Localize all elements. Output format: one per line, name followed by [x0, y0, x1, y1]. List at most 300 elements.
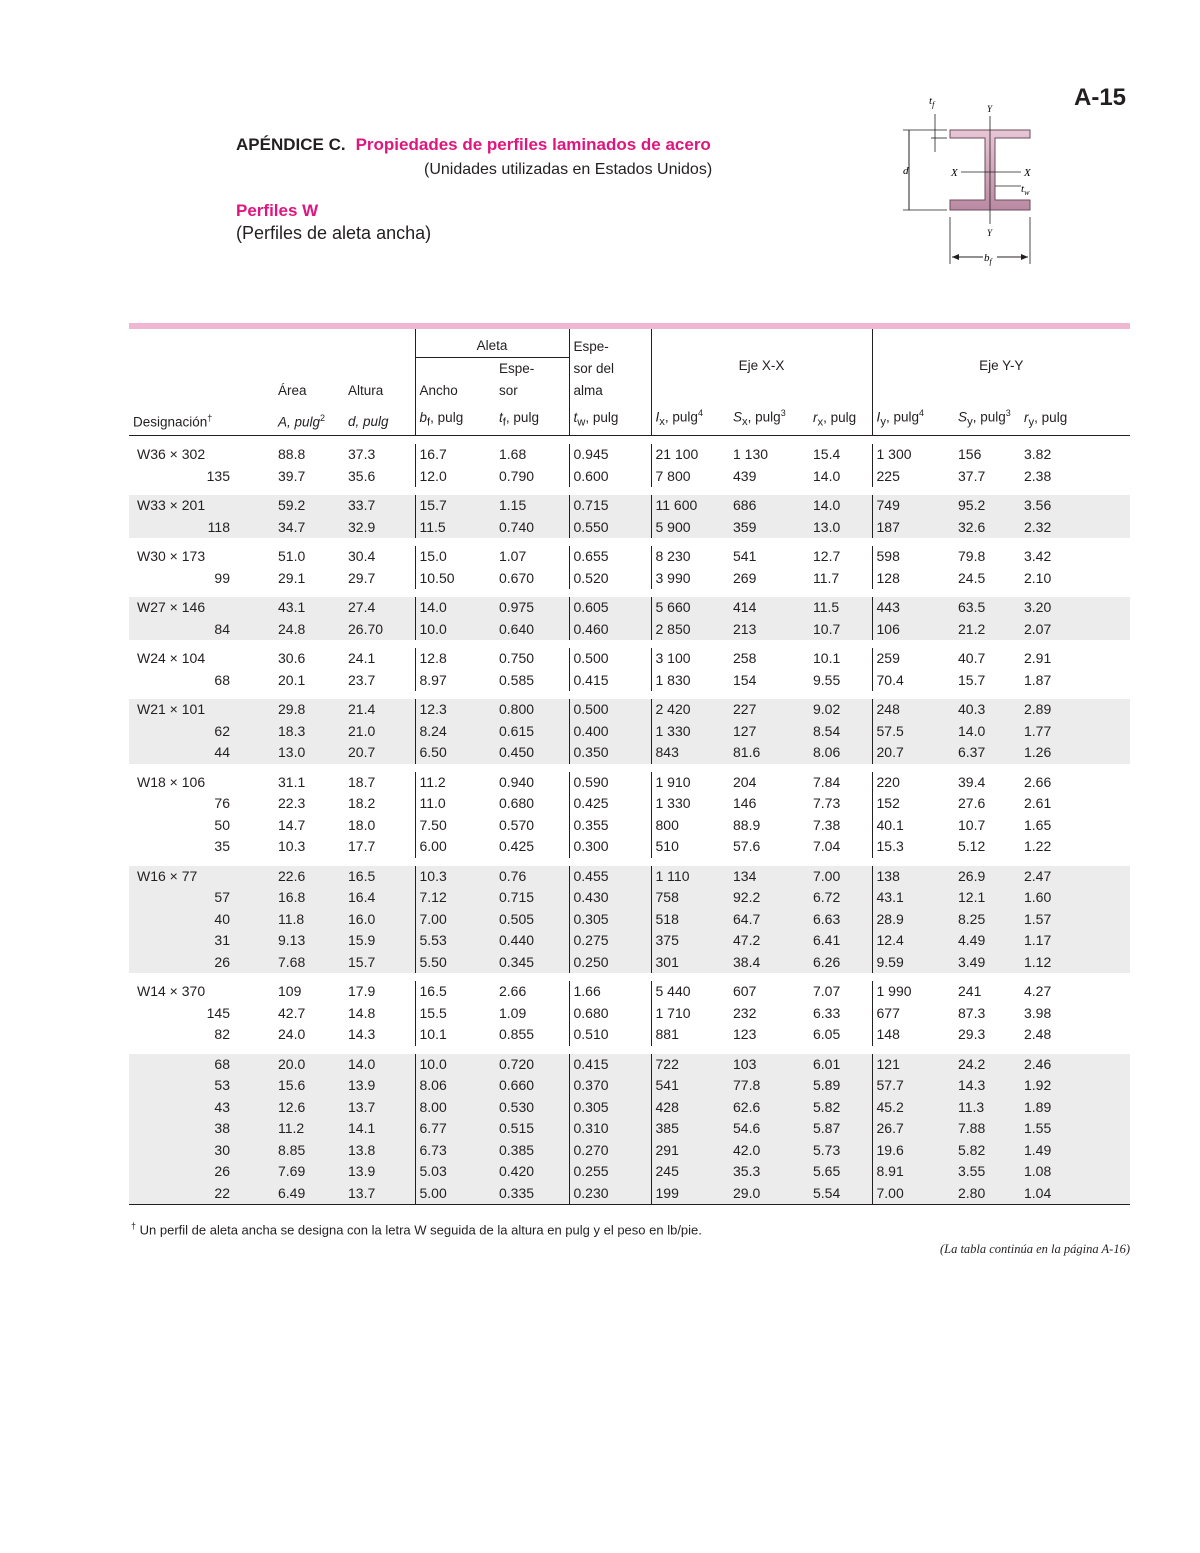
table-cell: 24.0	[278, 1026, 306, 1043]
x-label-left: X	[951, 167, 958, 179]
table-row	[129, 517, 1130, 543]
table-cell: 8.97	[415, 670, 495, 696]
table-row	[129, 1075, 1130, 1097]
table-cell: 20.7	[344, 742, 415, 768]
table-cell: 7.68	[274, 952, 344, 978]
header-rx: $r_x$, pulg	[813, 409, 857, 429]
table-cell: 0.310	[569, 1118, 651, 1140]
table-cell: 12.7	[809, 542, 872, 568]
table-cell: 14.0	[344, 1050, 415, 1076]
header-area: A, pulg$^2$	[278, 412, 326, 430]
table-cell: 722	[651, 1050, 729, 1076]
table-cell: 1.65	[1024, 816, 1052, 833]
table-cell: 8.25	[954, 909, 1020, 931]
table-row	[129, 862, 1130, 888]
table-cell: 7.84	[809, 768, 872, 794]
table-cell: 40.1	[872, 815, 954, 837]
table-cell: 54.6	[729, 1118, 809, 1140]
table-row	[129, 836, 1130, 862]
designation-cell: 31	[129, 930, 274, 952]
table-cell: 359	[729, 517, 809, 543]
header-ix: $I_x$, pulg$^4$	[651, 402, 729, 436]
table-cell: 0.300	[569, 836, 651, 862]
table-cell: 22.6	[274, 862, 344, 888]
table-cell: 6.01	[809, 1050, 872, 1076]
designation-cell: 53	[129, 1075, 274, 1097]
table-cell: 43.1	[274, 593, 344, 619]
designation-cell: 40	[129, 909, 274, 931]
table-cell: 9.02	[809, 695, 872, 721]
table-group	[129, 542, 1130, 593]
table-cell: 0.570	[499, 816, 535, 833]
table-cell: 35.6	[348, 467, 376, 484]
table-cell: 146	[733, 795, 757, 812]
table-cell: 5.54	[809, 1183, 872, 1205]
table-cell: 1.60	[1020, 887, 1130, 909]
table-cell: 26.70	[344, 619, 415, 645]
table-cell: 14.8	[348, 1004, 376, 1021]
table-cell: 30.4	[344, 542, 415, 568]
table-cell: 70.4	[872, 670, 954, 696]
table-cell: 3.56	[1020, 491, 1130, 517]
table-cell: 128	[872, 568, 954, 594]
table-row	[129, 1024, 1130, 1050]
header-ry: $r_y$, pulg	[1024, 409, 1068, 429]
table-cell: 15.9	[344, 930, 415, 952]
table-cell: 14.0	[954, 721, 1020, 743]
table-cell: 15.7	[958, 671, 986, 688]
table-cell: 0.680	[499, 795, 535, 812]
table-cell: 15.0	[415, 542, 495, 568]
table-cell: 6.73	[415, 1140, 495, 1162]
table-cell: 42.7	[278, 1004, 306, 1021]
table-cell: 43.1	[872, 887, 954, 909]
table-cell: 428	[651, 1097, 729, 1119]
table-cell: 1 330	[651, 721, 729, 743]
table-cell: 14.1	[344, 1118, 415, 1140]
table-row	[129, 977, 1130, 1003]
table-cell: 7.69	[274, 1161, 344, 1183]
designation-cell: 22	[129, 1183, 274, 1205]
table-cell: 15.5	[415, 1003, 495, 1025]
table-cell: 5.65	[809, 1161, 872, 1183]
designation-cell: 99	[214, 569, 230, 586]
table-cell: 156	[954, 440, 1020, 466]
table-cell: 10.0	[415, 619, 495, 645]
table-cell: 0.305	[569, 1097, 651, 1119]
table-row	[129, 466, 1130, 492]
table-cell: 6.63	[809, 909, 872, 931]
continues-note: (La tabla continúa en la página A-16)	[939, 1242, 1130, 1256]
table-cell: 16.4	[344, 887, 415, 909]
designation-cell: W33 × 201	[129, 491, 274, 517]
table-cell: 88.9	[733, 816, 761, 833]
table-cell: 37.3	[344, 440, 415, 466]
table-row	[129, 1183, 1130, 1205]
table-cell: 518	[651, 909, 729, 931]
table-cell: 0.440	[495, 930, 569, 952]
table-cell: 81.6	[729, 742, 809, 768]
x-label-right: X	[1024, 167, 1031, 179]
table-cell: 0.335	[495, 1183, 569, 1205]
table-cell: 5.53	[415, 930, 495, 952]
table-cell: 57.7	[872, 1075, 954, 1097]
table-cell: 34.7	[274, 517, 344, 543]
designation-cell: 68	[129, 1050, 274, 1076]
table-cell: 0.420	[495, 1161, 569, 1183]
table-cell: 29.8	[274, 695, 344, 721]
table-cell: 62.6	[729, 1097, 809, 1119]
table-cell: 12.3	[415, 695, 495, 721]
table-cell: 32.9	[344, 517, 415, 543]
section-subtitle: (Perfiles de aleta ancha)	[236, 223, 432, 243]
table-cell: 0.430	[569, 887, 651, 909]
w-shape-diagram	[895, 92, 1045, 272]
table-cell: 0.715	[569, 491, 651, 517]
table-row	[129, 1118, 1130, 1140]
designation-cell: 68	[214, 671, 230, 688]
table-cell: 24.8	[274, 619, 344, 645]
table-cell: 29.7	[348, 569, 376, 586]
table-row	[129, 1050, 1130, 1076]
table-cell: 1.89	[1020, 1097, 1130, 1119]
designation-cell: 82	[214, 1026, 230, 1043]
table-row	[129, 952, 1130, 978]
tw-label: $t_w$	[1021, 183, 1030, 197]
table-cell: 4.49	[954, 930, 1020, 952]
table-row	[129, 440, 1130, 466]
table-cell: 0.250	[569, 952, 651, 978]
table-cell: 14.0	[809, 491, 872, 517]
table-cell: 59.2	[274, 491, 344, 517]
header-eje-xx: Eje X-X	[651, 329, 872, 402]
table-cell: 1 110	[651, 862, 729, 888]
table-cell: 1.07	[495, 542, 569, 568]
table-cell: 213	[729, 619, 809, 645]
designation-cell: 135	[206, 467, 230, 484]
table-row	[129, 1140, 1130, 1162]
table-cell: 11.2	[415, 768, 495, 794]
table-group	[129, 1050, 1130, 1205]
table-cell: 0.455	[569, 862, 651, 888]
table-cell: 15.3	[872, 836, 954, 862]
table-cell: 42.0	[729, 1140, 809, 1162]
table-cell: 9.59	[872, 952, 954, 978]
table-cell: 33.7	[344, 491, 415, 517]
table-cell: 27.4	[344, 593, 415, 619]
table-cell: 0.500	[569, 695, 651, 721]
header-espesor-top: Espe- sor	[499, 361, 535, 398]
table-cell: 3.98	[1024, 1004, 1052, 1021]
table-cell: 269	[733, 569, 757, 586]
table-cell: 7.00	[872, 1183, 954, 1205]
designation-cell: 38	[129, 1118, 274, 1140]
table-cell: 15.4	[809, 440, 872, 466]
table-cell: 1.77	[1020, 721, 1130, 743]
table-cell: 7.07	[809, 977, 872, 1003]
designation-cell: W27 × 146	[129, 593, 274, 619]
table-cell: 1.15	[495, 491, 569, 517]
table-row	[129, 1161, 1130, 1183]
table-cell: 291	[651, 1140, 729, 1162]
table-cell: 12.6	[274, 1097, 344, 1119]
header-sx: $S_x$, pulg$^3$	[733, 408, 786, 429]
designation-cell: 62	[129, 721, 274, 743]
table-cell: 232	[733, 1004, 757, 1021]
page-number: A-15	[1074, 84, 1127, 111]
table-cell: 258	[729, 644, 809, 670]
table-cell: 7.50	[415, 815, 495, 837]
designation-cell: 57	[129, 887, 274, 909]
tf-label: $t_f$	[929, 95, 935, 109]
table-cell: 11.0	[415, 793, 495, 815]
table-cell: 13.8	[344, 1140, 415, 1162]
table-cell: 27.6	[958, 795, 986, 812]
table-cell: 5.03	[415, 1161, 495, 1183]
table-cell: 2.10	[1024, 569, 1052, 586]
table-cell: 5.87	[809, 1118, 872, 1140]
table-cell: 0.255	[569, 1161, 651, 1183]
table-cell: 0.415	[569, 1050, 651, 1076]
table-cell: 1 910	[651, 768, 729, 794]
table-cell: 64.7	[729, 909, 809, 931]
table-cell: 26.7	[872, 1118, 954, 1140]
table-cell: 13.9	[344, 1161, 415, 1183]
table-cell: 881	[651, 1024, 729, 1050]
table-cell: 28.9	[872, 909, 954, 931]
table-cell: 0.270	[569, 1140, 651, 1162]
designation-cell: 43	[129, 1097, 274, 1119]
designation-cell: W14 × 370	[129, 977, 274, 1003]
table-cell: 8.06	[809, 742, 872, 768]
table-row	[129, 542, 1130, 568]
table-cell: 0.520	[569, 568, 651, 594]
table-cell: 18.7	[344, 768, 415, 794]
table-cell: 0.500	[569, 644, 651, 670]
table-cell: 8.85	[274, 1140, 344, 1162]
table-row	[129, 695, 1130, 721]
table-cell: 2.80	[954, 1183, 1020, 1205]
table-cell: 800	[651, 815, 729, 837]
table-cell: 2.61	[1024, 795, 1052, 812]
designation-cell: 145	[206, 1004, 230, 1021]
table-cell: 2 850	[651, 619, 729, 645]
table-cell: 109	[274, 977, 344, 1003]
table-cell: 6.26	[809, 952, 872, 978]
table-cell: 2.48	[1024, 1026, 1052, 1043]
table-cell: 0.450	[495, 742, 569, 768]
table-cell: 29.3	[958, 1026, 986, 1043]
table-cell: 40.3	[954, 695, 1020, 721]
table-cell: 8.54	[809, 721, 872, 743]
table-cell: 2 420	[651, 695, 729, 721]
table-cell: 8.24	[415, 721, 495, 743]
table-cell: 0.655	[569, 542, 651, 568]
table-cell: 259	[872, 644, 954, 670]
table-cell: 220	[872, 768, 954, 794]
table-cell: 11.3	[954, 1097, 1020, 1119]
table-cell: 0.425	[569, 793, 651, 815]
table-cell: 5 440	[651, 977, 729, 1003]
table-cell: 19.6	[872, 1140, 954, 1162]
table-cell: 21.2	[954, 619, 1020, 645]
designation-cell: 26	[129, 952, 274, 978]
table-row	[129, 909, 1130, 931]
table-cell: 5 900	[651, 517, 729, 543]
table-cell: 3.20	[1020, 593, 1130, 619]
table-header	[129, 329, 1130, 436]
table-cell: 10.3	[278, 838, 306, 855]
appendix-label: APÉNDICE C.	[236, 135, 346, 154]
d-label: d	[903, 165, 909, 177]
table-cell: 14.3	[348, 1026, 376, 1043]
table-group	[129, 440, 1130, 491]
table-cell: 20.7	[872, 742, 954, 768]
table-cell: 21.0	[344, 721, 415, 743]
designation-cell: W30 × 173	[129, 542, 274, 568]
designation-cell: 76	[214, 795, 230, 812]
table-cell: 7.73	[813, 795, 841, 812]
table-cell: 541	[729, 542, 809, 568]
table-cell: 11 600	[651, 491, 729, 517]
table-cell: 5.73	[809, 1140, 872, 1162]
table-cell: 3.55	[954, 1161, 1020, 1183]
table-cell: 0.855	[499, 1026, 535, 1043]
table-row	[129, 742, 1130, 768]
table-cell: 3.42	[1020, 542, 1130, 568]
table-cell: 51.0	[274, 542, 344, 568]
header-espesor-alma: Espe- sor del alma	[569, 329, 651, 402]
table-cell: 3.82	[1020, 440, 1130, 466]
table-cell: 1.12	[1020, 952, 1130, 978]
designation-cell: W24 × 104	[129, 644, 274, 670]
table-cell: 39.7	[278, 467, 306, 484]
table-cell: 16.8	[274, 887, 344, 909]
table-group	[129, 695, 1130, 768]
table-cell: 0.600	[569, 466, 651, 492]
header-eje-yy: Eje Y-Y	[872, 329, 1130, 402]
table-cell: 13.7	[344, 1097, 415, 1119]
appendix-line	[236, 135, 712, 155]
table-row	[129, 1097, 1130, 1119]
table-cell: 26.9	[954, 862, 1020, 888]
table-cell: 0.400	[569, 721, 651, 743]
table-cell: 35.3	[729, 1161, 809, 1183]
designation-cell: 30	[129, 1140, 274, 1162]
table-row	[129, 491, 1130, 517]
table-cell: 0.530	[495, 1097, 569, 1119]
table-cell: 127	[729, 721, 809, 743]
table-cell: 0.550	[569, 517, 651, 543]
table-cell: 14.0	[415, 593, 495, 619]
table-cell: 3.49	[954, 952, 1020, 978]
table-cell: 2.38	[1024, 467, 1052, 484]
table-cell: 2.66	[1020, 768, 1130, 794]
table-cell: 6.77	[415, 1118, 495, 1140]
table-cell: 30.6	[274, 644, 344, 670]
table-cell: 0.715	[495, 887, 569, 909]
w-shapes-table	[129, 329, 1130, 436]
table-cell: 18.3	[274, 721, 344, 743]
header-tw: $t_w$, pulg	[569, 402, 651, 436]
appendix-title: Propiedades de perfiles laminados de acero	[355, 135, 711, 154]
table-cell: 5.89	[809, 1075, 872, 1097]
table-cell: 39.4	[954, 768, 1020, 794]
table-cell: 1 710	[651, 1003, 729, 1025]
table-cell: 6.00	[415, 836, 495, 862]
table-cell: 77.8	[729, 1075, 809, 1097]
table-cell: 204	[729, 768, 809, 794]
table-cell: 5.50	[415, 952, 495, 978]
table-row	[129, 887, 1130, 909]
table-cell: 9.13	[274, 930, 344, 952]
table-cell: 0.275	[569, 930, 651, 952]
table-cell: 6.37	[954, 742, 1020, 768]
table-cell: 0.355	[569, 815, 651, 837]
table-cell: 1.17	[1020, 930, 1130, 952]
designation-cell: 118	[129, 517, 274, 543]
header	[236, 135, 712, 244]
table-cell: 1.87	[1024, 671, 1052, 688]
table-cell: 187	[872, 517, 954, 543]
table-cell: 15.7	[344, 952, 415, 978]
table-cell: 1 300	[872, 440, 954, 466]
designation-cell: 84	[129, 619, 274, 645]
table-cell: 0.640	[495, 619, 569, 645]
table-cell: 29.0	[729, 1183, 809, 1205]
table-cell: 0.350	[569, 742, 651, 768]
table-cell: 0.230	[569, 1183, 651, 1205]
table-cell: 20.0	[274, 1050, 344, 1076]
table-cell: 23.7	[348, 671, 376, 688]
table-cell: 241	[954, 977, 1020, 1003]
designation-cell: 35	[214, 838, 230, 855]
table-cell: 1 830	[651, 670, 729, 696]
table-cell: 1 130	[729, 440, 809, 466]
designation-cell: W16 × 77	[129, 862, 274, 888]
table-cell: 11.5	[809, 593, 872, 619]
table-cell: 0.585	[499, 671, 535, 688]
table-group	[129, 644, 1130, 695]
table-cell: 14.7	[278, 816, 306, 833]
table-cell: 18.2	[348, 795, 376, 812]
table-cell: 0.975	[495, 593, 569, 619]
table-cell: 106	[872, 619, 954, 645]
table-bottom-rule	[129, 1204, 1130, 1205]
table-cell: 12.4	[872, 930, 954, 952]
properties-table-wrapper	[129, 323, 1130, 1205]
table-cell: 6.49	[274, 1183, 344, 1205]
table-cell: 15.6	[274, 1075, 344, 1097]
table-cell: 1.26	[1020, 742, 1130, 768]
table-cell: 245	[651, 1161, 729, 1183]
table-cell: 0.345	[495, 952, 569, 978]
table-cell: 758	[651, 887, 729, 909]
table-row	[129, 793, 1130, 815]
table-cell: 1.04	[1020, 1183, 1130, 1205]
table-cell: 3 990	[651, 568, 729, 594]
table-cell: 2.91	[1020, 644, 1130, 670]
table-cell: 0.515	[495, 1118, 569, 1140]
table-cell: 11.5	[415, 517, 495, 543]
table-cell: 248	[872, 695, 954, 721]
table-cell: 47.2	[729, 930, 809, 952]
table-cell: 7.88	[954, 1118, 1020, 1140]
table-cell: 3 100	[651, 644, 729, 670]
designation-cell: 26	[129, 1161, 274, 1183]
table-cell: 24.1	[344, 644, 415, 670]
table-cell: 0.505	[495, 909, 569, 931]
